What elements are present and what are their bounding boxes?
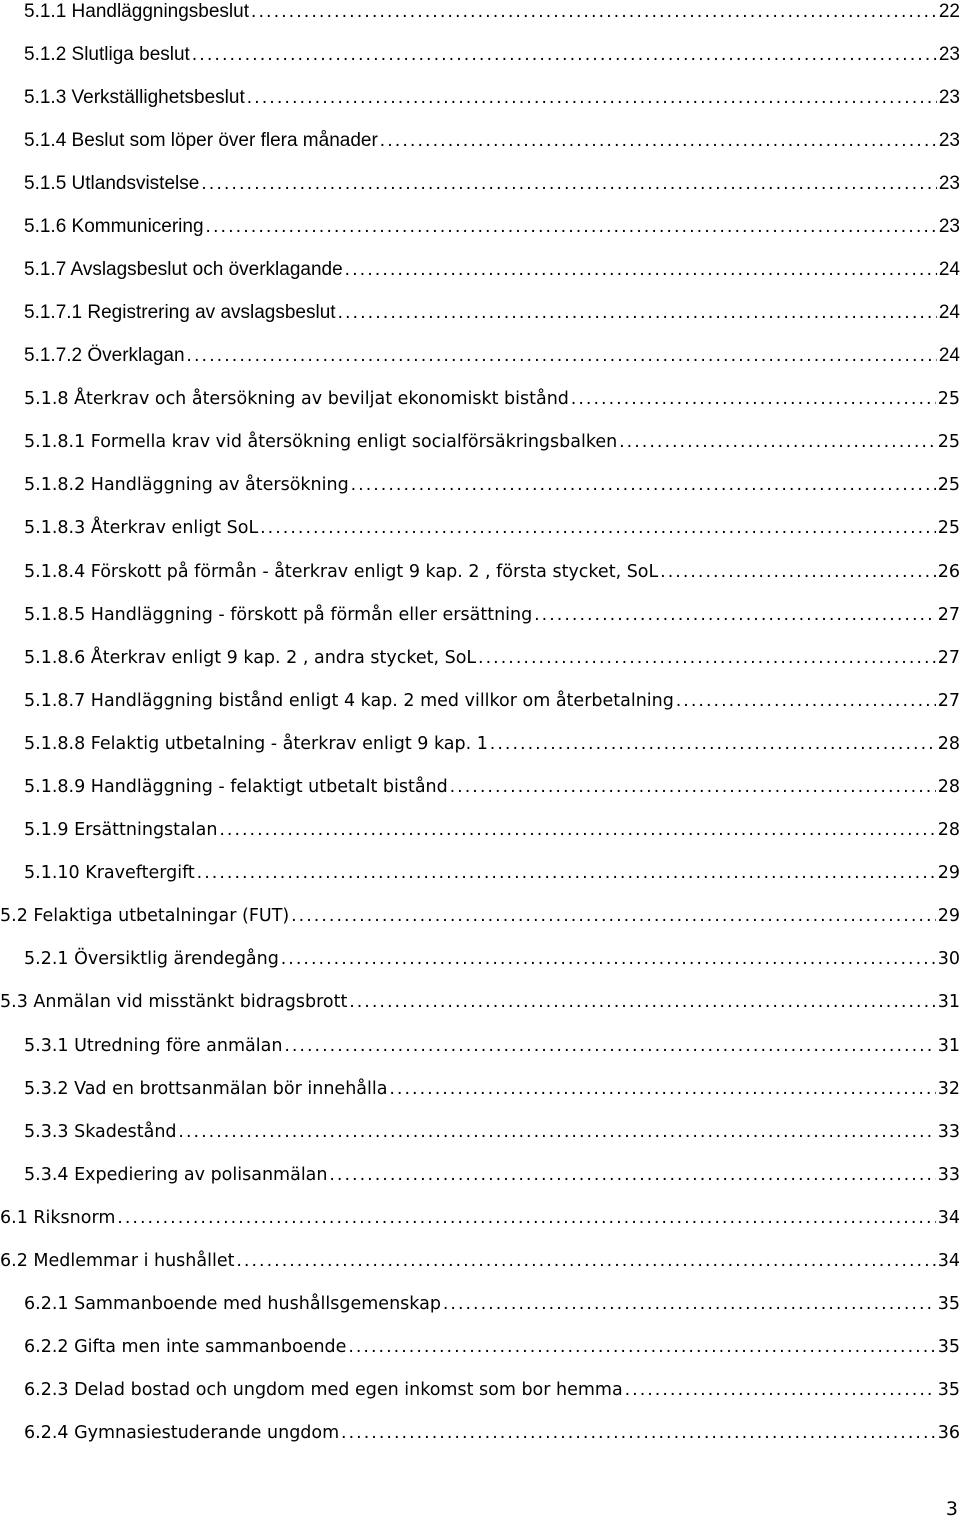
toc-entry-page: 34 — [937, 1251, 960, 1271]
toc-entry-label: 5.1.1 Handläggningsbeslut — [24, 1, 250, 22]
toc-leader-dots — [260, 513, 935, 543]
toc-entry-page: 23 — [938, 87, 960, 108]
toc-entry-page: 23 — [938, 44, 960, 65]
toc-entry-label: 5.3.3 Skadestånd — [24, 1122, 177, 1142]
toc-entry-page: 24 — [938, 302, 960, 323]
toc-leader-dots — [345, 255, 937, 285]
toc-entry-page: 28 — [937, 777, 960, 797]
toc-entry-page: 28 — [937, 820, 960, 840]
toc-entry-page: 25 — [937, 475, 960, 495]
toc-entry[interactable] — [0, 600, 960, 630]
toc-entry-page: 34 — [937, 1208, 960, 1228]
toc-entry[interactable] — [0, 1203, 960, 1233]
toc-entry[interactable] — [0, 1074, 960, 1104]
toc-entry-label: 5.1.2 Slutliga beslut — [24, 44, 190, 65]
toc-entry-page: 35 — [937, 1337, 960, 1357]
toc-entry-label: 5.1.6 Kommunicering — [24, 216, 204, 237]
toc-entry-label: 5.1.7 Avslagsbeslut och överklagande — [24, 259, 343, 280]
toc-entry[interactable] — [0, 212, 960, 242]
toc-leader-dots — [179, 1117, 936, 1147]
toc-leader-dots — [236, 1246, 935, 1276]
toc-entry-page: 33 — [937, 1165, 960, 1185]
toc-entry-label: 5.1.10 Kraveftergift — [24, 863, 195, 883]
toc-entry-page: 23 — [938, 173, 960, 194]
toc-entry-page: 31 — [937, 1036, 960, 1056]
toc-leader-dots — [625, 1375, 936, 1405]
toc-entry-label: 5.3.4 Expediering av polisanmälan — [24, 1165, 328, 1185]
toc-leader-dots — [676, 686, 936, 716]
toc-leader-dots — [380, 126, 937, 156]
toc-entry-page: 35 — [937, 1294, 960, 1314]
toc-leader-dots — [291, 901, 935, 931]
toc-entry-label: 5.3.1 Utredning före anmälan — [24, 1036, 283, 1056]
toc-entry[interactable] — [0, 858, 960, 888]
toc-entry-label: 6.1 Riksnorm — [0, 1208, 116, 1228]
toc-entry-page: 25 — [937, 432, 960, 452]
toc-entry-label: 5.1.8.2 Handläggning av återsökning — [24, 475, 349, 495]
toc-entry-page: 27 — [937, 648, 960, 668]
toc-leader-dots — [478, 643, 936, 673]
toc-leader-dots — [351, 470, 936, 500]
toc-entry-label: 5.1.8.4 Förskott på förmån - återkrav enligt 9 kap. 2 , första stycket, SoL — [24, 562, 659, 582]
toc-entry[interactable] — [0, 1160, 960, 1190]
toc-entry-page: 24 — [938, 259, 960, 280]
toc-leader-dots — [571, 384, 936, 414]
toc-leader-dots — [490, 729, 936, 759]
toc-entry-label: 5.1.7.2 Överklagan — [24, 345, 185, 366]
toc-entry[interactable] — [0, 169, 960, 199]
toc-entry[interactable] — [0, 686, 960, 716]
toc-entry-page: 29 — [937, 863, 960, 883]
toc-entry-page: 28 — [937, 734, 960, 754]
toc-leader-dots — [197, 858, 936, 888]
toc-entry-page: 36 — [937, 1423, 960, 1443]
toc-entry-label: 6.2.2 Gifta men inte sammanboende — [24, 1337, 347, 1357]
toc-entry-label: 6.2.3 Delad bostad och ungdom med egen inkomst som bor hemma — [24, 1380, 623, 1400]
toc-leader-dots — [206, 212, 937, 242]
toc-entry[interactable] — [0, 1031, 960, 1061]
toc-entry-label: 5.1.8.3 Återkrav enligt SoL — [24, 518, 259, 538]
toc-leader-dots — [348, 1332, 935, 1362]
toc-entry[interactable] — [0, 1117, 960, 1147]
toc-entry[interactable] — [0, 0, 960, 27]
toc-entry-page: 23 — [938, 130, 960, 151]
toc-entry[interactable] — [0, 83, 960, 113]
toc-entry-page: 23 — [938, 216, 960, 237]
toc-entry-label: 5.1.5 Utlandsvistelse — [24, 173, 200, 194]
toc-entry-label: 5.2.1 Översiktlig ärendegång — [24, 949, 279, 969]
toc-entry[interactable] — [0, 1289, 960, 1319]
toc-leader-dots — [187, 341, 937, 371]
toc-leader-dots — [349, 987, 935, 1017]
toc-entry[interactable] — [0, 513, 960, 543]
toc-entry-page: 26 — [937, 562, 960, 582]
toc-entry[interactable] — [0, 427, 960, 457]
toc-entry-label: 5.1.8.1 Formella krav vid återsökning enligt socialförsäkringsbalken — [24, 432, 618, 452]
toc-leader-dots — [219, 815, 935, 845]
toc-entry-page: 25 — [937, 518, 960, 538]
page-number: 3 — [945, 1498, 958, 1520]
toc-entry-label: 5.1.3 Verkställighetsbeslut — [24, 87, 245, 108]
toc-entry[interactable] — [0, 557, 960, 587]
toc-entry[interactable] — [0, 1332, 960, 1362]
toc-entry-label: 5.1.8 Återkrav och återsökning av beviljat ekonomiskt bistånd — [24, 389, 569, 409]
toc-entry-label: 5.3 Anmälan vid misstänkt bidragsbrott — [0, 992, 348, 1012]
toc-entry-page: 33 — [937, 1122, 960, 1142]
toc-entry-page: 35 — [937, 1380, 960, 1400]
toc-entry-label: 5.1.9 Ersättningstalan — [24, 820, 218, 840]
toc-entry-label: 5.3.2 Vad en brottsanmälan bör innehålla — [24, 1079, 388, 1099]
toc-entry[interactable] — [0, 901, 960, 931]
toc-leader-dots — [201, 169, 937, 199]
toc-entry[interactable] — [0, 944, 960, 974]
toc-leader-dots — [338, 298, 937, 328]
toc-entry-page: 24 — [938, 345, 960, 366]
toc-entry[interactable] — [0, 729, 960, 759]
toc-leader-dots — [284, 1031, 935, 1061]
toc-leader-dots — [619, 427, 936, 457]
toc-entry-label: 5.1.8.9 Handläggning - felaktigt utbetalt bistånd — [24, 777, 448, 797]
toc-entry-label: 5.2 Felaktiga utbetalningar (FUT) — [0, 906, 290, 926]
toc-entry[interactable] — [0, 126, 960, 156]
toc-entry-label: 5.1.8.8 Felaktig utbetalning - återkrav enligt 9 kap. 1 — [24, 734, 488, 754]
toc-entry-page: 32 — [937, 1079, 960, 1099]
toc-entry[interactable] — [0, 255, 960, 285]
toc-leader-dots — [247, 83, 937, 113]
toc-entry[interactable] — [0, 298, 960, 328]
toc-entry-label: 6.2 Medlemmar i hushållet — [0, 1251, 235, 1271]
toc-entry-label: 6.2.4 Gymnasiestuderande ungdom — [24, 1423, 340, 1443]
toc-leader-dots — [450, 772, 936, 802]
toc-entry[interactable] — [0, 341, 960, 371]
toc-entry[interactable] — [0, 815, 960, 845]
toc-entry[interactable] — [0, 772, 960, 802]
toc-entry[interactable] — [0, 40, 960, 70]
toc-leader-dots — [192, 40, 937, 70]
toc-entry-page: 27 — [937, 605, 960, 625]
toc-entry[interactable] — [0, 1246, 960, 1276]
toc-entry-page: 22 — [938, 1, 960, 22]
toc-entry[interactable] — [0, 470, 960, 500]
toc-leader-dots — [443, 1289, 936, 1319]
toc-entry-label: 5.1.4 Beslut som löper över flera månader — [24, 130, 378, 151]
toc-leader-dots — [251, 0, 937, 27]
toc-entry-label: 5.1.8.7 Handläggning bistånd enligt 4 kap. 2 med villkor om återbetalning — [24, 691, 674, 711]
toc-leader-dots — [534, 600, 936, 630]
toc-entry-page: 29 — [937, 906, 960, 926]
toc-entry-page: 31 — [937, 992, 960, 1012]
toc-entry-label: 5.1.8.5 Handläggning - förskott på förmån eller ersättning — [24, 605, 533, 625]
toc-entry[interactable] — [0, 1418, 960, 1448]
toc-leader-dots — [389, 1074, 935, 1104]
toc-entry[interactable] — [0, 987, 960, 1017]
toc-entry-label: 5.1.8.6 Återkrav enligt 9 kap. 2 , andra stycket, SoL — [24, 648, 477, 668]
toc-leader-dots — [281, 944, 936, 974]
toc-entry[interactable] — [0, 384, 960, 414]
toc-entry-page: 25 — [937, 389, 960, 409]
toc-entry-label: 6.2.1 Sammanboende med hushållsgemenskap — [24, 1294, 441, 1314]
toc-entry-label: 5.1.7.1 Registrering av avslagsbeslut — [24, 302, 336, 323]
toc-entry[interactable] — [0, 643, 960, 673]
toc-leader-dots — [330, 1160, 936, 1190]
toc-entry-page: 30 — [937, 949, 960, 969]
toc-leader-dots — [660, 557, 935, 587]
toc-leader-dots — [117, 1203, 935, 1233]
toc-leader-dots — [341, 1418, 936, 1448]
toc-entry-page: 27 — [937, 691, 960, 711]
toc-entry[interactable] — [0, 1375, 960, 1405]
